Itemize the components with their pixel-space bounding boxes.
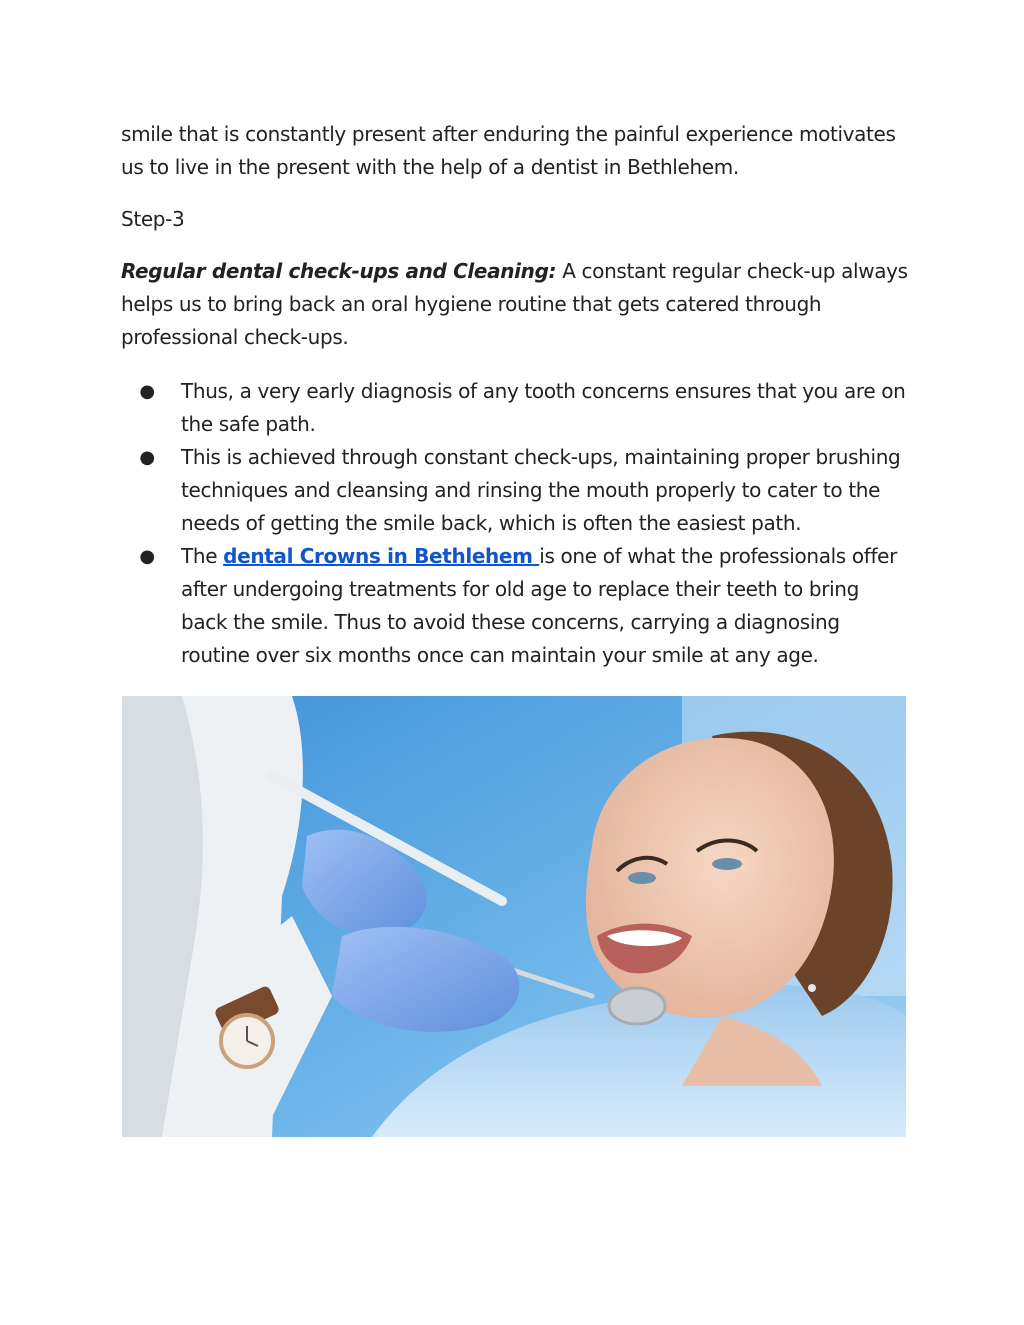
dental-checkup-photo (122, 696, 906, 1137)
bullet-text: Thus, a very early diagnosis of any tooth concerns ensures that you are on the safe path. (181, 379, 906, 436)
intro-paragraph: smile that is constantly present after enduring the painful experience motivates us to live in the present with the help of a dentist in Bethlehem. (121, 122, 896, 179)
dental-crowns-link[interactable]: dental Crowns in Bethlehem (223, 544, 540, 568)
bullet-prefix: The (181, 544, 224, 568)
list-item (121, 540, 911, 672)
step-label: Step-3 (121, 207, 185, 231)
lead-paragraph (121, 255, 911, 354)
list-item (121, 441, 911, 540)
bullet-list (121, 375, 911, 672)
lead-title: Regular dental check-ups and Cleaning: (121, 259, 557, 283)
bullet-suffix: is one of what the professionals offer after undergoing treatments for old age to replace their teeth to bring back the smile. Thus to avoid these concerns, carrying a diagnosing routine over six months once can maintain your smile at any age. (181, 544, 897, 667)
document-body (121, 118, 911, 672)
bullet-text: This is achieved through constant check-ups, maintaining proper brushing techniques and cleansing and rinsing the mouth properly to cater to the needs of getting the smile back, which is often the easiest path. (181, 445, 901, 535)
lead-text: A constant regular check-up always helps us to bring back an oral hygiene routine that gets catered through professional check-ups. (121, 259, 908, 349)
bullet-icon: ● (139, 546, 155, 567)
bullet-icon: ● (139, 381, 155, 402)
bullet-icon: ● (139, 447, 155, 468)
list-item (121, 375, 911, 441)
